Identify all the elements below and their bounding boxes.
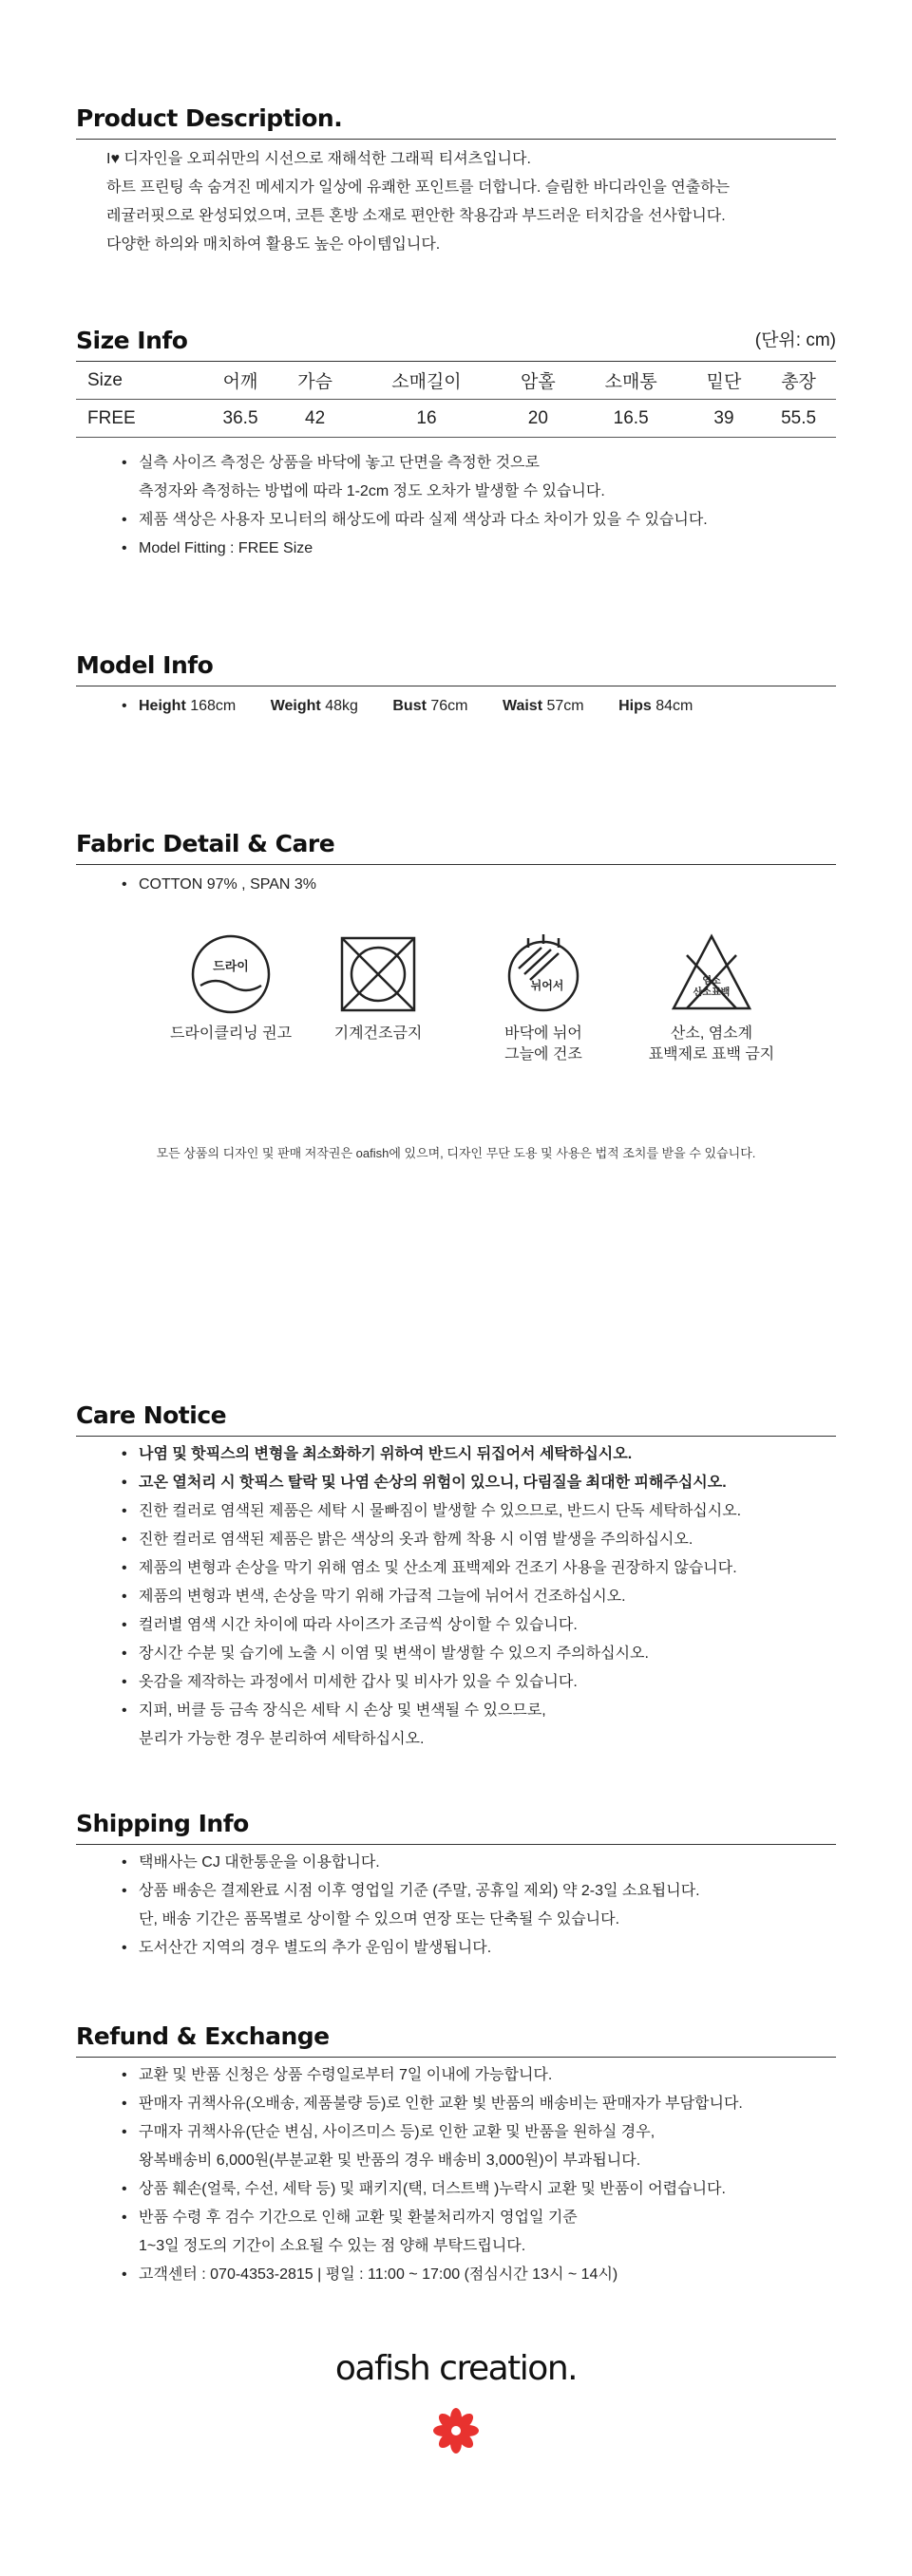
hips-label: Hips — [618, 698, 652, 714]
care-label: 표백제로 표백 금지 — [648, 1046, 775, 1062]
list-item: • 구매자 귀책사유(단순 변심, 사이즈미스 등)로 인한 교환 및 반품을 원하실 경우, — [122, 2118, 836, 2147]
description-line: I♥ 디자인을 오피쉬만의 시선으로 재해석한 그래픽 티셔츠입니다. — [106, 151, 531, 167]
size-header-cell: Size — [76, 362, 203, 400]
list-item: • 실측 사이즈 측정은 상품을 바닥에 놓고 단면을 측정한 것으로 — [122, 449, 836, 478]
shipping-title: Shipping Info — [76, 1810, 249, 1837]
size-header-cell: 밑단 — [687, 362, 761, 400]
list-item: 측정자와 측정하는 방법에 따라 1-2cm 정도 오차가 발생할 수 있습니다. — [139, 483, 605, 499]
care-item-no-bleach — [631, 931, 792, 1065]
list-item: • 고객센터 : 070-4353-2815 | 평일 : 11:00 ~ 17:00 (점심시간 13시 ~ 14시) — [122, 2261, 836, 2289]
model-info-section — [76, 649, 836, 721]
list-item: • Model Fitting : FREE Size — [122, 535, 836, 563]
list-item: • 반품 수령 후 검수 기간으로 인해 교환 및 환불처리까지 영업일 기준 — [122, 2204, 836, 2232]
size-header-cell: 가슴 — [277, 362, 352, 400]
brand-name: oafish creation. — [334, 2349, 578, 2388]
list-item: • 제품의 변형과 변색, 손상을 막기 위해 가급적 그늘에 뉘어서 건조하십시오. — [122, 1583, 836, 1611]
model-measurements — [76, 692, 836, 721]
weight-label: Weight — [270, 698, 321, 714]
list-item: • 상품 배송은 결제완료 시점 이후 영업일 기준 (주말, 공휴일 제외) 약 2-3일 소요됩니다. — [122, 1877, 836, 1906]
list-item: 1~3일 정도의 기간이 소요될 수 있는 점 양해 부탁드립니다. — [139, 2238, 526, 2254]
care-label: 그늘에 건조 — [504, 1046, 582, 1062]
size-table — [76, 361, 836, 438]
care-notice-title: Care Notice — [76, 1401, 227, 1429]
svg-text:뉘어서: 뉘어서 — [530, 979, 564, 992]
waist-label: Waist — [502, 698, 543, 714]
care-label: 기계건조금지 — [333, 1025, 423, 1042]
size-table-header — [76, 362, 836, 400]
bust-label: Bust — [392, 698, 427, 714]
svg-text:드라이: 드라이 — [213, 960, 249, 974]
size-cell: 16.5 — [575, 400, 686, 438]
product-description-title: Product Description. — [76, 104, 343, 132]
fabric-composition — [76, 871, 836, 899]
waist-value: 57cm — [546, 698, 584, 714]
size-header-cell: 총장 — [761, 362, 836, 400]
shipping-list — [76, 1849, 836, 1963]
dry-clean-icon — [187, 931, 275, 1018]
list-item: • 장시간 수분 및 습기에 노출 시 이염 및 변색이 발생할 수 있으지 주의하십시오. — [122, 1640, 836, 1668]
refund-section — [76, 2021, 836, 2289]
model-info-title: Model Info — [76, 651, 214, 679]
svg-text:염소: 염소 — [702, 976, 721, 987]
description-line: 하트 프린팅 속 숨겨진 메세지가 일상에 유쾌한 포인트를 더합니다. 슬림한 바디라인을 연출하는 — [106, 179, 731, 196]
size-cell: FREE — [76, 400, 203, 438]
size-table-row — [76, 400, 836, 438]
size-info-title: Size Info — [76, 327, 188, 354]
fabric-section — [76, 828, 836, 899]
list-item: • 진한 컬러로 염색된 제품은 밝은 색상의 옷과 함께 착용 시 이염 발생을 주의하십시오. — [122, 1526, 836, 1554]
size-header-cell: 소매통 — [575, 362, 686, 400]
height-label: Height — [139, 698, 186, 714]
list-item: 분리가 가능한 경우 분리하여 세탁하십시오. — [139, 1731, 425, 1747]
care-label: 산소, 염소계 — [670, 1025, 753, 1042]
list-item: • 지퍼, 버클 등 금속 장식은 세탁 시 손상 및 변색될 수 있으므로, — [122, 1697, 836, 1725]
description-line: 다양한 하의와 매치하여 활용도 높은 아이템입니다. — [106, 236, 441, 253]
product-description-section — [76, 103, 836, 259]
list-item: • 진한 컬러로 염색된 제품은 세탁 시 물빠짐이 발생할 수 있으므로, 반드시 단독 세탁하십시오. — [122, 1497, 836, 1526]
divider — [76, 1436, 836, 1437]
divider — [76, 1844, 836, 1845]
bust-value: 76cm — [430, 698, 468, 714]
list-item: 왕복배송비 6,000원(부분교환 및 반품의 경우 배송비 3,000원)이 부과됩니다. — [139, 2153, 641, 2169]
list-item: • 옷감을 제작하는 과정에서 미세한 갑사 및 비사가 있을 수 있습니다. — [122, 1668, 836, 1697]
list-item: • 도서산간 지역의 경우 별도의 추가 운임이 발생됩니다. — [122, 1934, 836, 1963]
care-item-no-tumble-dry — [297, 931, 459, 1044]
list-item: • 고온 열처리 시 핫픽스 탈락 및 나염 손상의 위험이 있으니, 다림질을 최대한 피해주십시오. — [122, 1469, 836, 1497]
refund-title: Refund & Exchange — [76, 2022, 330, 2050]
size-cell: 20 — [501, 400, 575, 438]
size-cell: 36.5 — [203, 400, 278, 438]
care-notice-list — [76, 1440, 836, 1754]
divider — [76, 2057, 836, 2058]
shipping-section — [76, 1808, 836, 1963]
copyright-notice: 모든 상품의 디자인 및 판매 저작권은 oafish에 있으며, 디자인 무단 도용 및 사용은 법적 조치를 받을 수 있습니다. — [156, 1146, 756, 1160]
height-value: 168cm — [190, 698, 237, 714]
svg-text:산소표백: 산소표백 — [693, 987, 731, 998]
size-cell: 55.5 — [761, 400, 836, 438]
no-tumble-dry-icon — [334, 931, 422, 1018]
list-item: • 택배사는 CJ 대한통운을 이용합니다. — [122, 1849, 836, 1877]
list-item: • 상품 훼손(얼룩, 수선, 세탁 등) 및 패키지(택, 더스트백 )누락시 교환 및 반품이 어렵습니다. — [122, 2175, 836, 2204]
weight-value: 48kg — [325, 698, 358, 714]
list-item: • 제품 색상은 사용자 모니터의 해상도에 따라 실제 색상과 다소 차이가 있을 수 있습니다. — [122, 506, 836, 535]
description-line: 레귤러핏으로 완성되었으며, 코튼 혼방 소재로 편안한 착용감과 부드러운 터치감을 선사합니다. — [106, 208, 726, 224]
size-cell: 39 — [687, 400, 761, 438]
no-bleach-icon — [668, 931, 755, 1018]
divider — [76, 139, 836, 140]
flower-logo-icon — [431, 2406, 481, 2455]
list-item: • 나염 및 핫픽스의 변형을 최소화하기 위하여 반드시 뒤집어서 세탁하십시오. — [122, 1440, 836, 1469]
size-notes — [76, 449, 836, 563]
description-text — [76, 145, 836, 259]
care-label: 바닥에 뉘어 — [504, 1025, 582, 1042]
list-item: • 교환 및 반품 신청은 상품 수령일로부터 7일 이내에 가능합니다. — [122, 2061, 836, 2090]
care-notice-section — [76, 1400, 836, 1754]
size-cell: 42 — [277, 400, 352, 438]
care-item-dry-clean — [150, 931, 312, 1044]
flat-dry-shade-icon — [500, 931, 587, 1018]
list-item — [122, 692, 836, 721]
size-header-cell: 소매길이 — [352, 362, 502, 400]
size-header-cell: 암홀 — [501, 362, 575, 400]
care-item-flat-dry-shade — [463, 931, 624, 1065]
divider — [76, 864, 836, 865]
size-header-cell: 어깨 — [203, 362, 278, 400]
list-item: • 컬러별 염색 시간 차이에 따라 사이즈가 조금씩 상이할 수 있습니다. — [122, 1611, 836, 1640]
refund-list — [76, 2061, 836, 2289]
list-item: • 판매자 귀책사유(오배송, 제품불량 등)로 인한 교환 빛 반품의 배송비는 판매자가 부담합니다. — [122, 2090, 836, 2118]
size-info-section — [76, 325, 836, 563]
fabric-title: Fabric Detail & Care — [76, 830, 335, 857]
hips-value: 84cm — [656, 698, 694, 714]
size-unit: (단위: cm) — [754, 330, 836, 350]
list-item: 단, 배송 기간은 품목별로 상이할 수 있으며 연장 또는 단축될 수 있습니다. — [139, 1911, 620, 1927]
care-label: 드라이클리닝 권고 — [169, 1025, 293, 1042]
list-item: • 제품의 변형과 손상을 막기 위해 염소 및 산소계 표백제와 건조기 사용을 권장하지 않습니다. — [122, 1554, 836, 1583]
size-cell: 16 — [352, 400, 502, 438]
list-item: • COTTON 97% , SPAN 3% — [122, 871, 836, 899]
